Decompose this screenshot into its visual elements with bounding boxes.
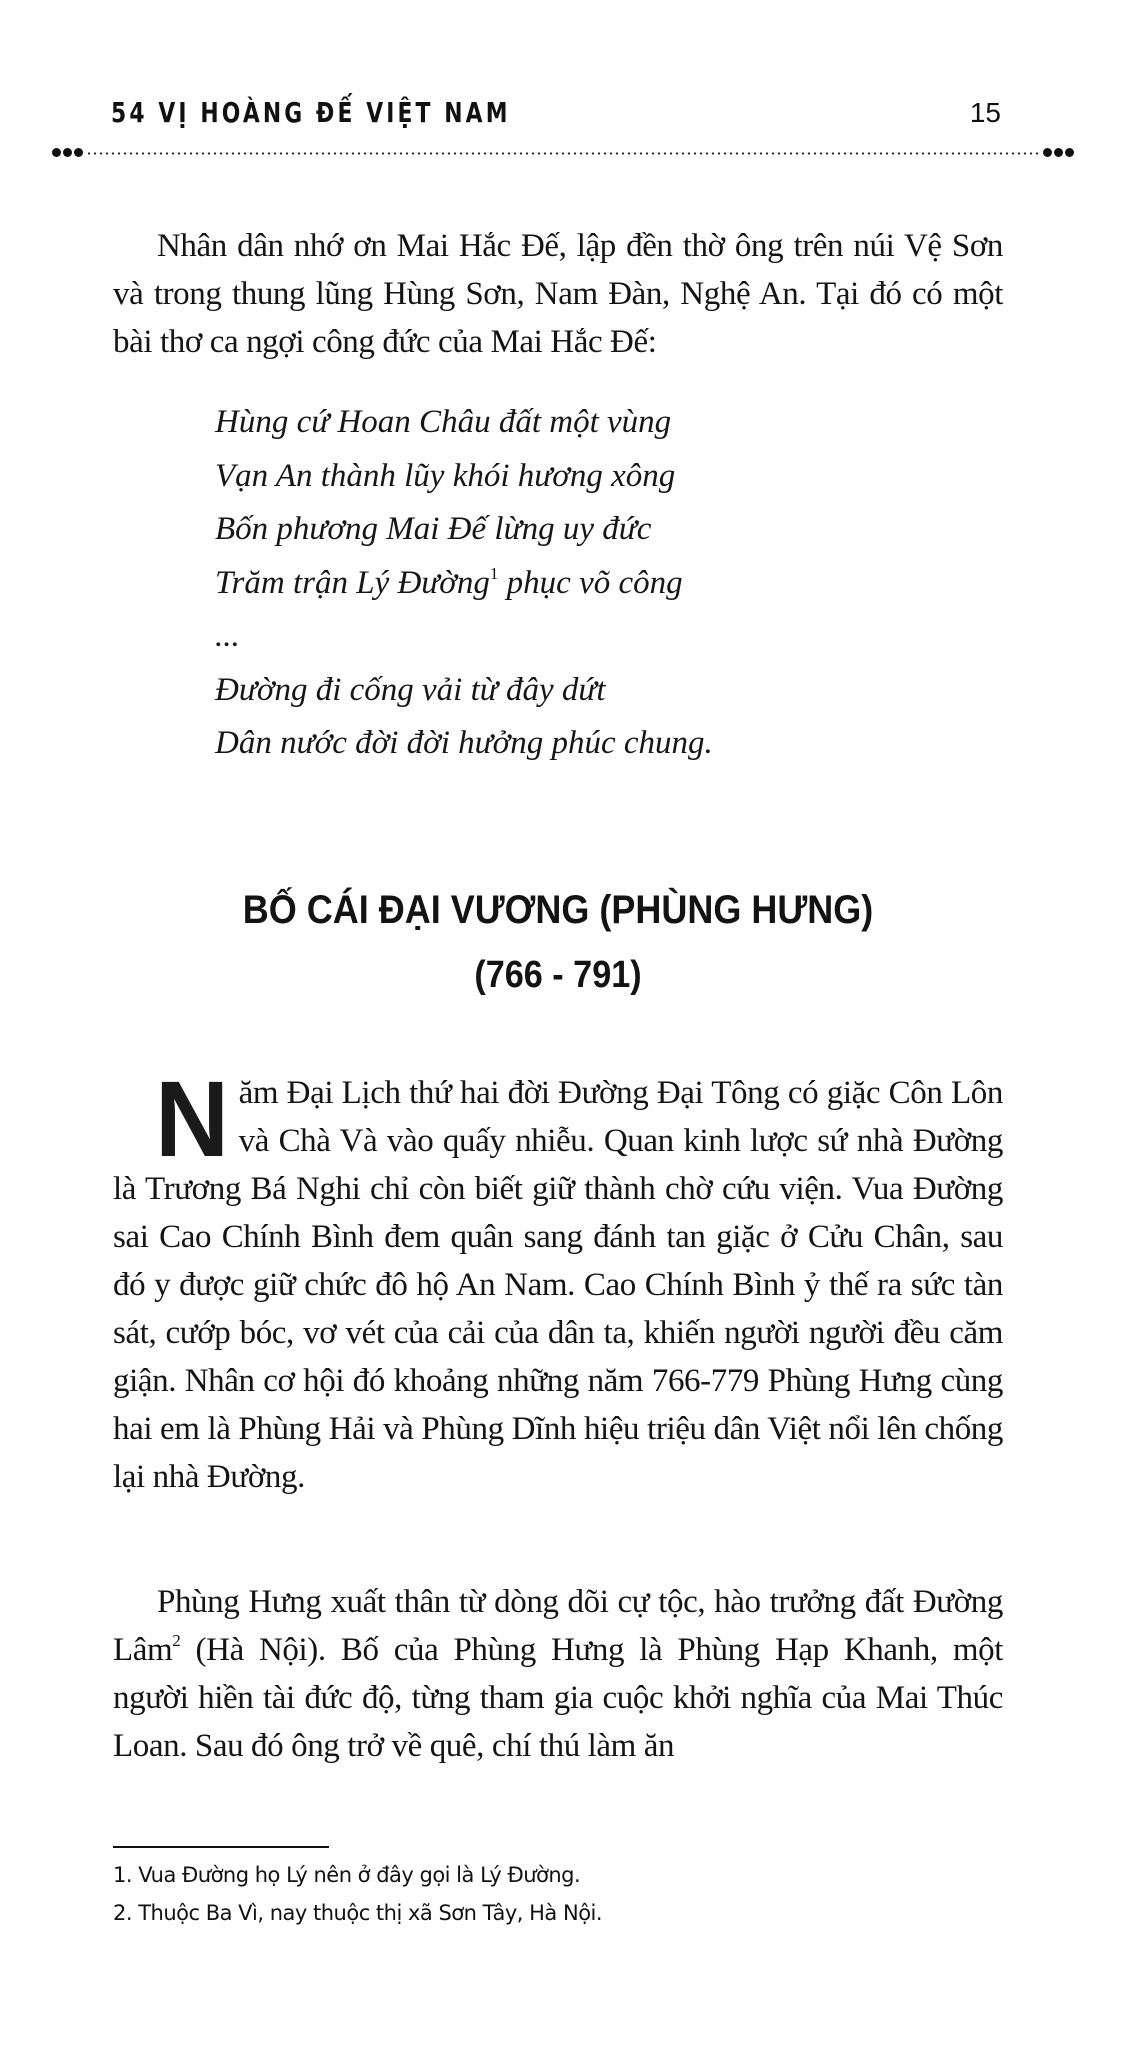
dotted-line <box>86 152 1040 155</box>
footnote-marker[interactable]: 2 <box>172 1631 181 1650</box>
page-number: 15 <box>969 97 1001 128</box>
poem-line <box>215 557 915 611</box>
poem-line: Vạn An thành lũy khói hương xông <box>215 457 676 494</box>
paragraph-1-text: ăm Đại Lịch thứ hai đời Đường Đại Tông có giặc Côn Lôn và Chà Và vào quấy nhiễu. Quan kinh lược sứ nhà Đường là Trương Bá Nghi chỉ còn biết giữ thành chờ cứu viện. Vua Đường sai Cao Chính Bình đem quân sang đánh tan giặc ở Cửu Chân, sau đó y được giữ chức đô hộ An Nam. Cao Chính Bình ỷ thế ra sức tàn sát, cướp bóc, vơ vét của cải của dân ta, khiến người người đều căm giận. Nhân cơ hội đó khoảng những năm 766-779 Phùng Hưng cùng hai em là Phùng Hải và Phùng Dĩnh hiệu triệu dân Việt nổi lên chống lại nhà Đường. <box>113 1075 1003 1495</box>
poem <box>215 396 915 771</box>
dot-ornament <box>52 148 61 157</box>
dot-ornament <box>63 148 72 157</box>
poem-ellipsis: ... <box>215 618 240 654</box>
footnotes <box>113 1856 1003 1932</box>
intro-paragraph: Nhân dân nhớ ơn Mai Hắc Đế, lập đền thờ ông trên núi Vệ Sơn và trong thung lũng Hùng Sơn, Nam Đàn, Nghệ An. Tại đó có một bài thơ ca ngợi công đức của Mai Hắc Đế: <box>113 228 1003 360</box>
running-header <box>111 92 1001 134</box>
paragraph-2-text-before: Phùng Hưng xuất thân từ dòng dõi cự tộc, hào trưởng đất Đường Lâm <box>113 1584 1003 1668</box>
chapter-years: (766 - 791) <box>474 954 642 996</box>
dot-ornament <box>1065 148 1074 157</box>
poem-line: Dân nước đời đời hưởng phúc chung. <box>215 725 713 761</box>
paragraph-1 <box>113 1058 1003 1501</box>
dot-ornament <box>74 148 83 157</box>
header-dotted-rule <box>52 147 1074 159</box>
footnote-2: 2. Thuộc Ba Vì, nay thuộc thị xã Sơn Tây, Hà Nội. <box>113 1901 603 1925</box>
poem-line-text: Trăm trận Lý Đường <box>215 564 490 601</box>
footnote-marker[interactable]: 1 <box>489 563 499 583</box>
dot-ornament <box>1043 148 1052 157</box>
dot-ornament <box>1054 148 1063 157</box>
drop-cap: N <box>154 1058 229 1179</box>
footnote-1: 1. Vua Đường họ Lý nên ở đây gọi là Lý Đường. <box>113 1863 581 1887</box>
poem-line: Hùng cứ Hoan Châu đất một vùng <box>215 404 672 440</box>
poem-line-tail: phục võ công <box>498 564 683 601</box>
poem-line: Bốn phương Mai Đế lừng uy đức <box>215 511 652 547</box>
running-title: 54 VỊ HOÀNG ĐẾ VIỆT NAM <box>111 96 511 129</box>
poem-line: Đường đi cống vải từ đây dứt <box>215 671 606 708</box>
chapter-title: BỐ CÁI ĐẠI VƯƠNG (PHÙNG HƯNG) <box>242 888 874 932</box>
paragraph-2 <box>113 1578 1003 1770</box>
paragraph-2-text-after: (Hà Nội). Bố của Phùng Hưng là Phùng Hạp Khanh, một người hiền tài đức độ, từng tham gia cuộc khởi nghĩa của Mai Thúc Loan. Sau đó ông trở về quê, chí thú làm ăn <box>113 1632 1003 1764</box>
footnote-separator <box>113 1846 329 1848</box>
